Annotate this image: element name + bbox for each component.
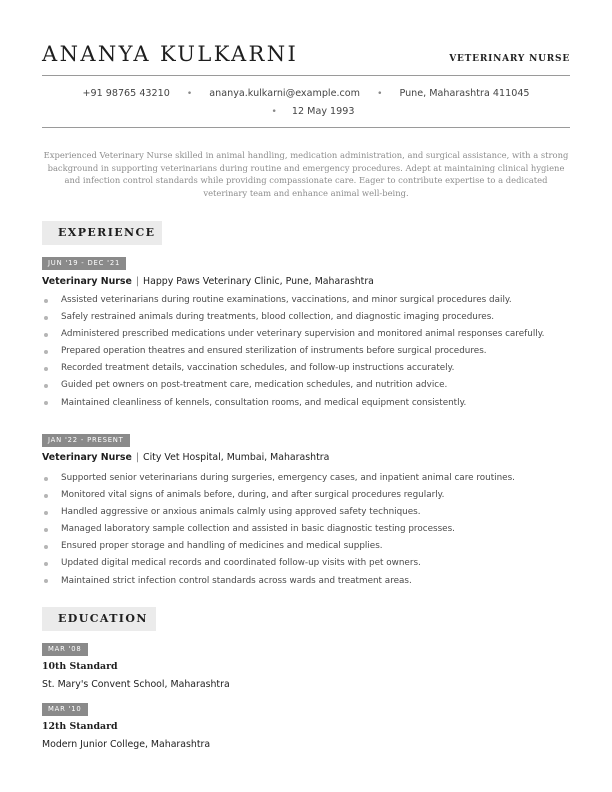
list-item: Assisted veterinarians during routine examinations, vaccinations, and minor surgical procedures daily.: [42, 295, 562, 306]
phone-number: +91 98765 43210: [82, 88, 170, 99]
list-item: Recorded treatment details, vaccination schedules, and follow-up instructions accurately.: [42, 363, 562, 374]
location: Pune, Maharashtra 411045: [399, 88, 530, 99]
experience-heading: EXPERIENCE: [42, 221, 162, 245]
education-title: 12th Standard: [42, 721, 118, 732]
contact-row-primary: [42, 88, 570, 99]
list-item: Handled aggressive or anxious animals calmly using approved safety techniques.: [42, 507, 562, 518]
professional-summary: Experienced Veterinary Nurse skilled in animal handling, medication administration, and surgical assistance, with a strong background in supporting veterinarians during routine and emergency procedures. Adept at maintaining clinical hygiene and infection control standards while providing compassionate care. Eager to contribute expertise to a dedicated veterinary team and enhance animal well-being.: [43, 150, 569, 198]
list-item: Administered prescribed medications under veterinary supervision and monitored animal responses carefully.: [42, 329, 562, 340]
job-responsibilities: [42, 295, 562, 415]
job-header: [42, 276, 374, 287]
list-item: Maintained cleanliness of kennels, consultation rooms, and medical equipment consistently.: [42, 398, 562, 409]
candidate-name: ANANYA KULKARNI: [42, 42, 299, 66]
date-of-birth: 12 May 1993: [291, 106, 355, 117]
bullet-separator: •: [186, 89, 193, 99]
education-title: 10th Standard: [42, 661, 118, 672]
list-item: Updated digital medical records and coordinated follow-up visits with pet owners.: [42, 558, 562, 569]
list-item: Guided pet owners on post-treatment care, medication schedules, and nutrition advice.: [42, 380, 562, 391]
title-separator: |: [135, 452, 140, 463]
bullet-separator: •: [271, 107, 277, 117]
education-school: St. Mary's Convent School, Maharashtra: [42, 679, 230, 690]
email-address: ananya.kulkarni@example.com: [209, 88, 361, 99]
job-title: Veterinary Nurse: [42, 452, 132, 463]
job-role: VETERINARY NURSE: [449, 54, 570, 64]
job-header: [42, 452, 329, 463]
education-school: Modern Junior College, Maharashtra: [42, 739, 211, 750]
job-dates-badge: JUN '19 - DEC '21: [42, 257, 126, 270]
list-item: Managed laboratory sample collection and assisted in basic diagnostic testing processes.: [42, 524, 562, 535]
header-divider: [42, 75, 570, 76]
contact-divider: [42, 127, 570, 128]
title-separator: |: [135, 276, 140, 287]
bullet-separator: •: [377, 89, 383, 99]
education-heading: EDUCATION: [42, 607, 156, 631]
education-date-badge: MAR '08: [42, 643, 88, 656]
list-item: Ensured proper storage and handling of medicines and medical supplies.: [42, 541, 562, 552]
contact-row-secondary: [42, 106, 570, 117]
education-date-badge: MAR '10: [42, 703, 88, 716]
job-dates-badge: JAN '22 - PRESENT: [42, 434, 130, 447]
employer: City Vet Hospital, Mumbai, Maharashtra: [143, 452, 330, 463]
job-responsibilities: [42, 473, 562, 593]
list-item: Maintained strict infection control standards across wards and treatment areas.: [42, 576, 562, 587]
list-item: Prepared operation theatres and ensured sterilization of instruments before surgical procedures.: [42, 346, 562, 357]
list-item: Monitored vital signs of animals before, during, and after surgical procedures regularly.: [42, 490, 562, 501]
job-title: Veterinary Nurse: [42, 276, 132, 287]
list-item: Safely restrained animals during treatments, blood collection, and diagnostic imaging procedures.: [42, 312, 562, 323]
list-item: Supported senior veterinarians during surgeries, emergency cases, and inpatient animal care routines.: [42, 473, 562, 484]
employer: Happy Paws Veterinary Clinic, Pune, Maharashtra: [143, 276, 374, 287]
